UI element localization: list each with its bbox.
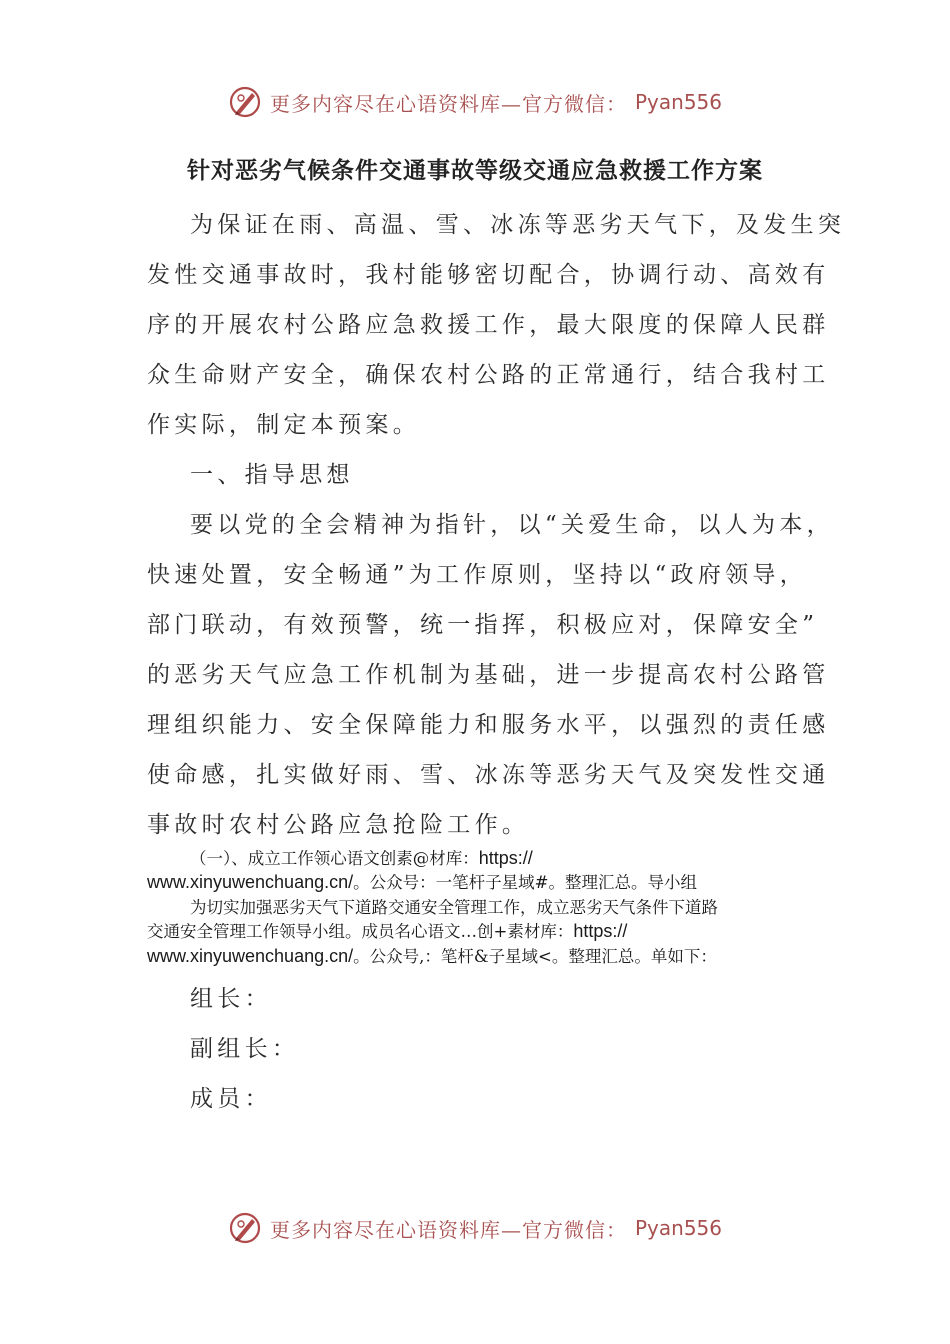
paragraph-line: 发性交通事故时，我村能够密切配合，协调行动、高效有 — [147, 262, 830, 288]
url-fragment: www.xinyuwenchuang.cn/ — [147, 946, 354, 966]
paragraph-line: 的恶劣天气应急工作机制为基础，进一步提高农村公路管 — [147, 662, 830, 688]
paragraph-line: 使命感，扎实做好雨、雪、冰冻等恶劣天气及突发性交通 — [147, 762, 830, 788]
small-text-segment: 交通安全管理工作领导小组。成员名心语文…创+素材库： — [147, 922, 574, 941]
member-deputy-label: 副组长： — [190, 1036, 300, 1062]
member-list-label: 成员： — [190, 1086, 272, 1112]
watermark-text: 更多内容尽在心语资料库—官方微信： — [269, 91, 627, 116]
small-text-segment: 。公众号：一笔杆子星域#。整理汇总。导小组 — [353, 873, 697, 892]
watermark-wechat-id: Pyan556 — [634, 90, 722, 114]
url-fragment: www.xinyuwenchuang.cn/ — [147, 872, 354, 892]
small-text-line — [147, 918, 627, 942]
small-text-segment: 。公众号,：笔杆&子星域<。整理汇总。单如下： — [353, 947, 717, 966]
paragraph-line: 理组织能力、安全保障能力和服务水平，以强烈的责任感 — [147, 712, 830, 738]
small-text-line — [147, 869, 697, 893]
small-text-line: 为切实加强恶劣天气下道路交通安全管理工作，成立恶劣天气条件下道路 — [190, 898, 718, 917]
paragraph-line: 快速处置，安全畅通”为工作原则，坚持以“政府领导， — [147, 562, 808, 588]
url-fragment: https:// — [478, 848, 533, 868]
section-heading: 一、指导思想 — [190, 462, 354, 488]
watermark-wechat-id: Pyan556 — [634, 1216, 722, 1240]
small-text-segment: （一）、成立工作领心语文创素@材库： — [190, 849, 479, 868]
paragraph-line: 部门联动，有效预警，统一指挥，积极应对，保障安全” — [147, 612, 819, 638]
paragraph-line: 事故时农村公路应急抢险工作。 — [147, 812, 530, 838]
paragraph-line: 序的开展农村公路应急救援工作，最大限度的保障人民群 — [147, 312, 830, 338]
watermark-text: 更多内容尽在心语资料库—官方微信： — [269, 1217, 627, 1242]
member-leader-label: 组长： — [190, 986, 272, 1012]
watermark-banner-bottom — [0, 1208, 950, 1248]
url-fragment: https:// — [573, 921, 628, 941]
paragraph-line: 为保证在雨、高温、雪、冰冻等恶劣天气下，及发生突 — [190, 212, 846, 238]
document-title: 针对恶劣气候条件交通事故等级交通应急救援工作方案 — [187, 158, 763, 184]
small-text-line — [190, 845, 533, 869]
paragraph-line: 众生命财产安全，确保农村公路的正常通行，结合我村工 — [147, 362, 830, 388]
pen-logo-icon — [228, 1211, 262, 1245]
paragraph-line: 作实际，制定本预案。 — [147, 412, 420, 438]
pen-logo-icon — [228, 85, 262, 119]
paragraph-line: 要以党的全会精神为指针，以“关爱生命，以人为本， — [190, 512, 834, 538]
small-text-line — [147, 943, 717, 967]
watermark-banner-top — [0, 82, 950, 122]
